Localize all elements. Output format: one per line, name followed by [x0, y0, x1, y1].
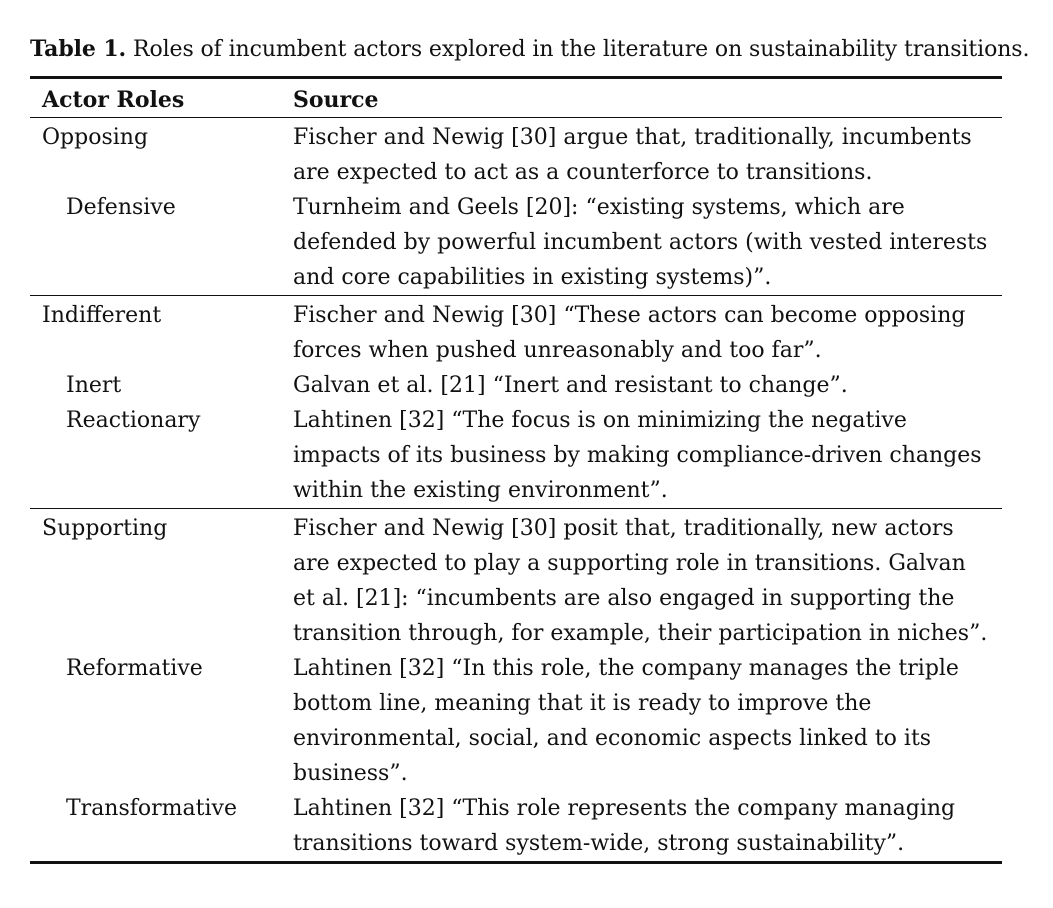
source-reactionary: Lahtinen [32] “The focus is on minimizing the negative impacts of its business by making compliance-driven changes within the existing environment”.	[293, 408, 982, 503]
source-supporting: Fischer and Newig [30] posit that, traditionally, new actors are expected to play a supporting role in transitions. Galvan et al. [21]: “incumbents are also engaged in supporting the transition through, for example, their participation in niches”.	[293, 516, 988, 646]
header-source: Source	[293, 87, 379, 113]
table-row	[30, 118, 1002, 191]
table-row	[30, 403, 1002, 509]
role-reformative: Reformative	[66, 656, 203, 681]
source-opposing: Fischer and Newig [30] argue that, traditionally, incumbents are expected to act as a counterforce to transitions.	[293, 125, 972, 185]
caption-text: Roles of incumbent actors explored in the literature on sustainability transitions.	[126, 37, 1030, 62]
role-inert: Inert	[66, 373, 122, 398]
source-inert: Galvan et al. [21] “Inert and resistant to change”.	[293, 373, 848, 398]
table-row	[30, 509, 1002, 652]
role-reactionary: Reactionary	[66, 408, 201, 433]
role-supporting: Supporting	[42, 516, 168, 541]
source-defensive: Turnheim and Geels [20]: “existing systems, which are defended by powerful incumbent actors (with vested interests and core capabilities in existing systems)”.	[293, 195, 988, 290]
source-reformative: Lahtinen [32] “In this role, the company manages the triple bottom line, meaning that it is ready to improve the environmental, social, and economic aspects linked to its business”.	[293, 656, 959, 786]
header-actor-roles: Actor Roles	[42, 87, 185, 113]
roles-table-container	[30, 76, 1002, 864]
table-row	[30, 791, 1002, 863]
role-indifferent: Indifferent	[42, 303, 162, 328]
table-row	[30, 368, 1002, 403]
table-row	[30, 651, 1002, 791]
role-defensive: Defensive	[66, 195, 176, 220]
source-indifferent: Fischer and Newig [30] “These actors can become opposing forces when pushed unreasonably and too far”.	[293, 303, 966, 363]
role-transformative: Transformative	[66, 796, 237, 821]
roles-table	[30, 76, 1002, 864]
table-caption	[30, 34, 1029, 65]
role-opposing: Opposing	[42, 125, 149, 150]
table-row	[30, 296, 1002, 369]
caption-label: Table 1.	[30, 36, 127, 62]
table-header-row	[30, 78, 1002, 118]
source-transformative: Lahtinen [32] “This role represents the company managing transitions toward system-wide, strong sustainability”.	[293, 796, 956, 856]
table-row	[30, 190, 1002, 296]
